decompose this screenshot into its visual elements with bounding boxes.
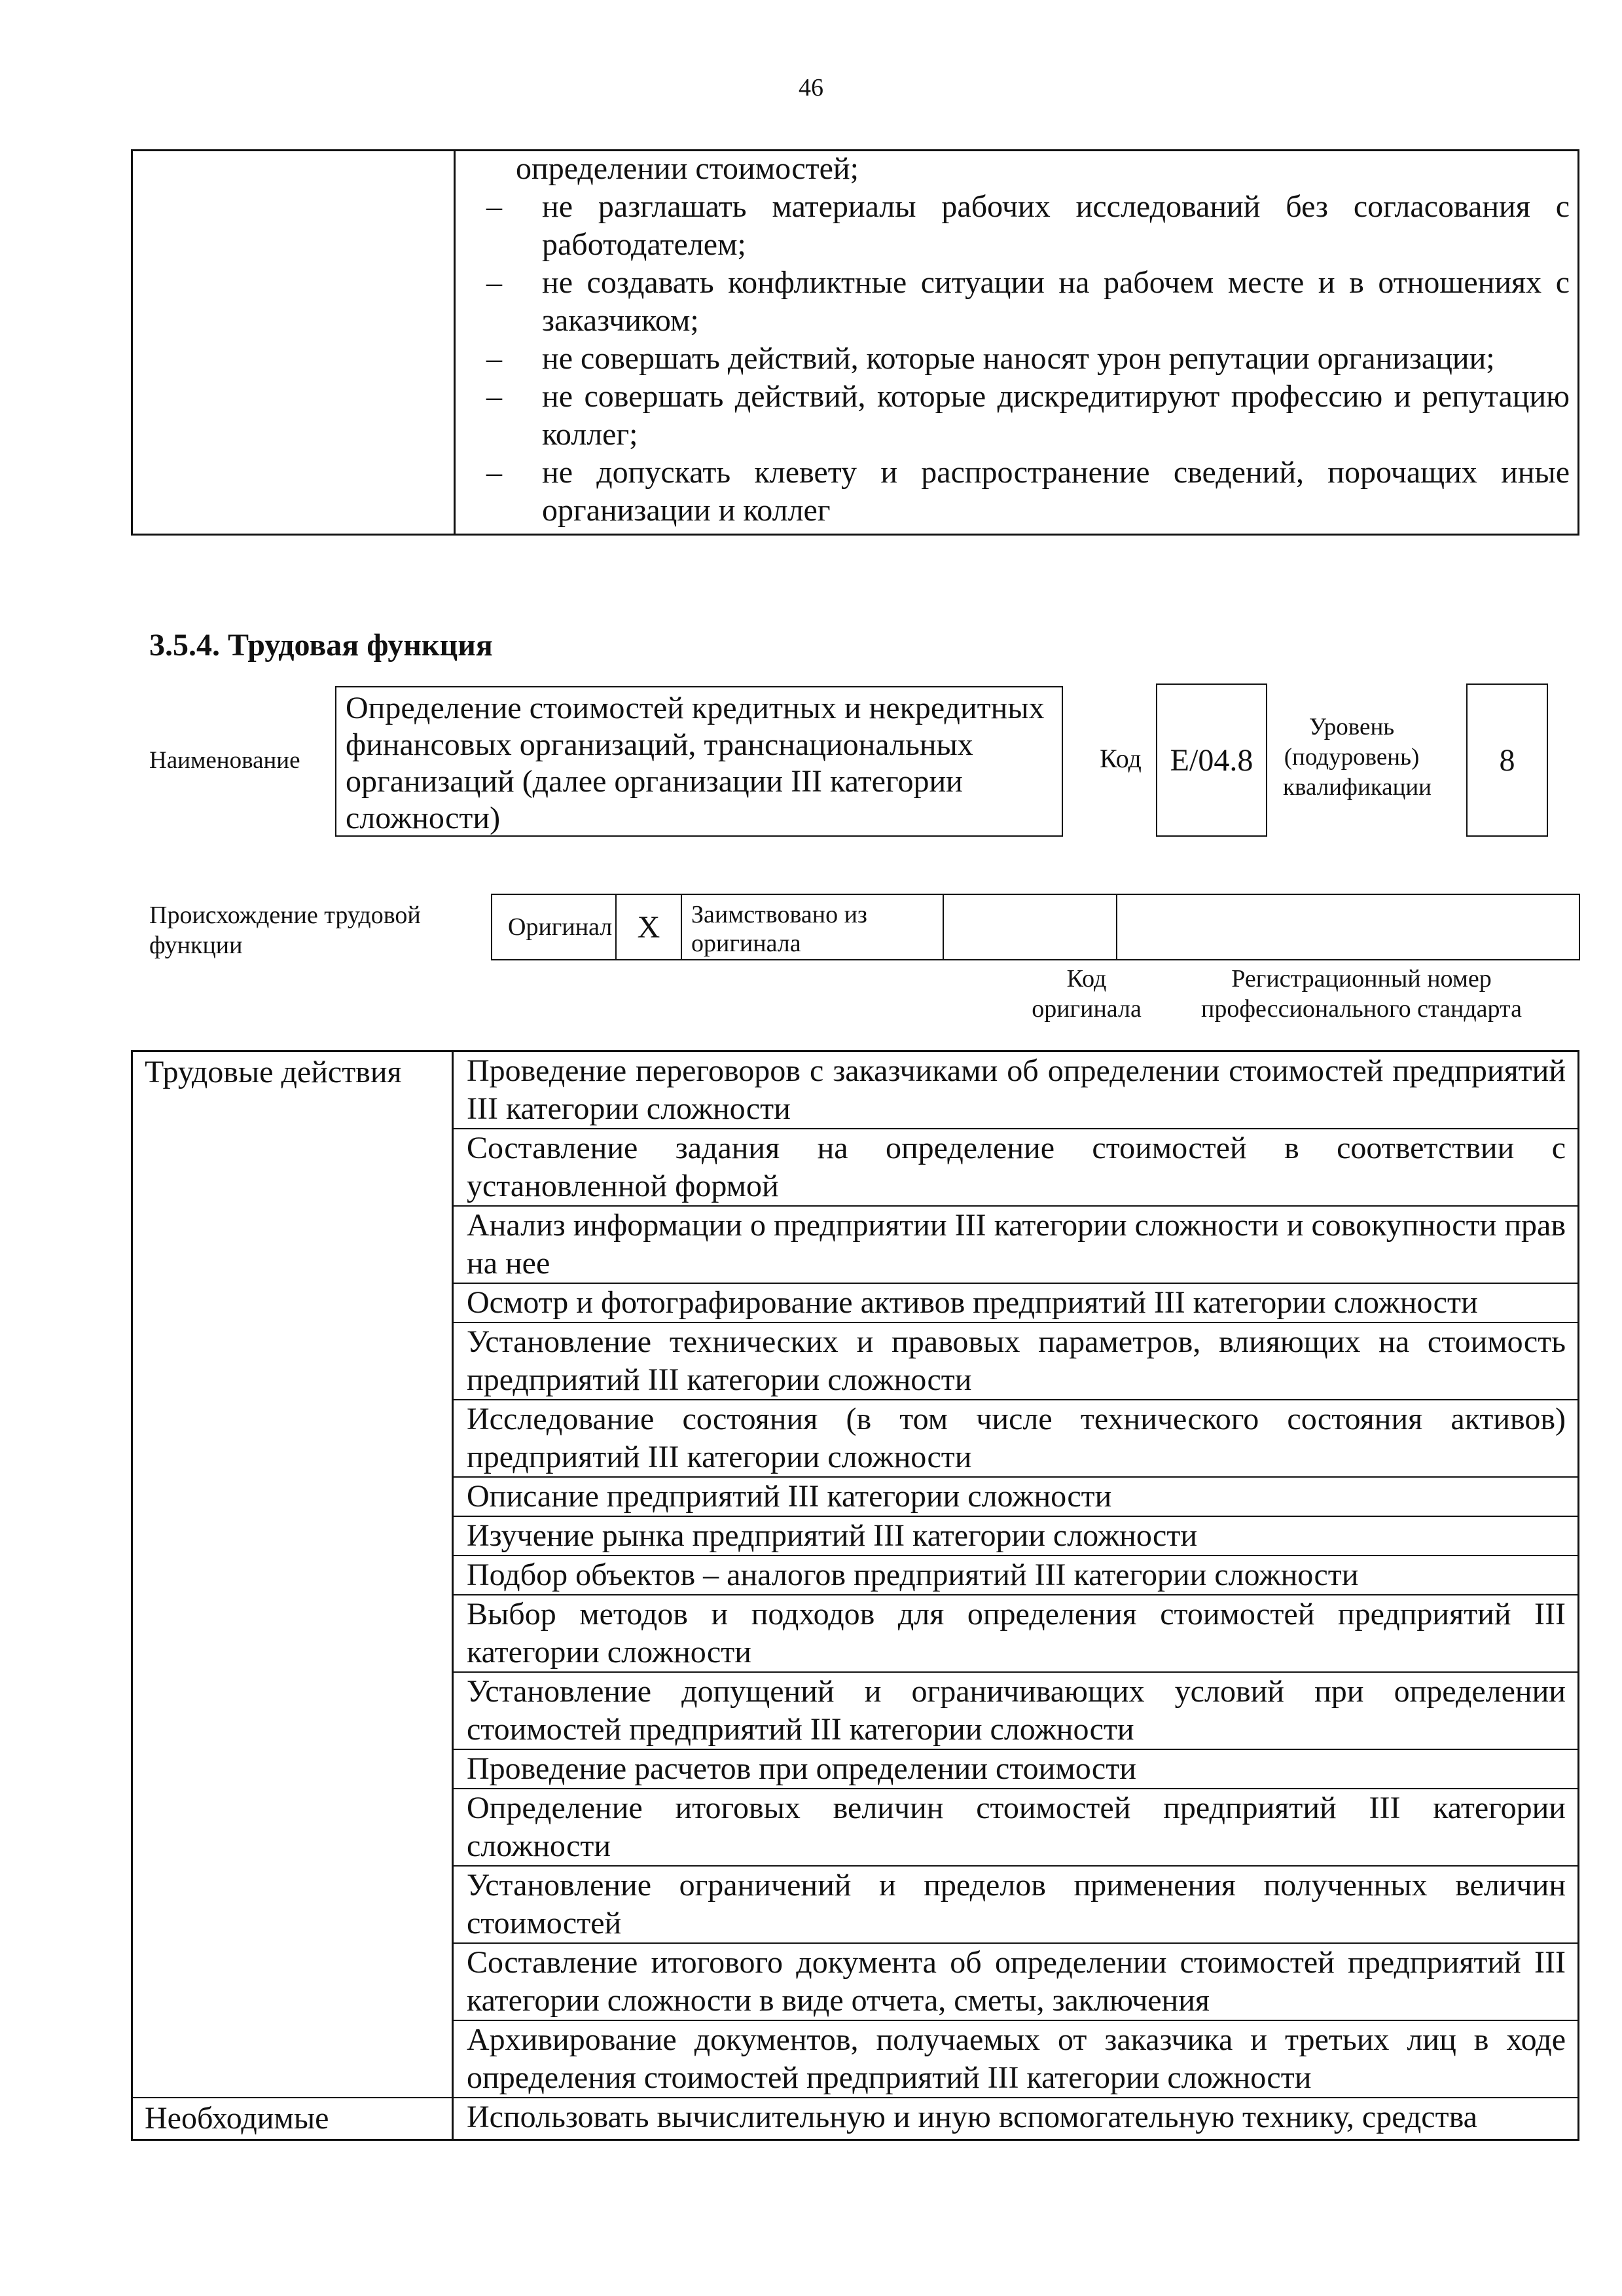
table-row: Подбор объектов – аналогов предприятий III категории сложности bbox=[454, 1556, 1577, 1595]
table-row: Архивирование документов, получаемых от заказчика и третьих лиц в ходе определения стоимостей предприятий III категории сложности bbox=[467, 2022, 1566, 2095]
bullet-marker: – bbox=[486, 189, 502, 224]
group-items bbox=[454, 1052, 1577, 2097]
origin-mark: X bbox=[617, 895, 682, 959]
bullet-text: не разглашать материалы рабочих исследований без согласования с работодателем; bbox=[542, 189, 1570, 262]
table-row: Составление задания на определение стоимостей в соответствии с установленной формой bbox=[454, 1129, 1577, 1207]
bullet-marker: – bbox=[486, 455, 502, 490]
bullet-text: не допускать клевету и распространение сведений, порочащих иные организации и коллег bbox=[542, 455, 1570, 528]
code-value: E/04.8 bbox=[1156, 683, 1267, 837]
table-row: Определение итоговых величин стоимостей предприятий III категории сложности bbox=[454, 1789, 1577, 1867]
bullet-marker: – bbox=[486, 379, 502, 414]
continuation-first-line: определении стоимостей; bbox=[516, 151, 859, 186]
bullet-item bbox=[460, 340, 1570, 378]
continuation-table bbox=[131, 149, 1579, 536]
table-row: Осмотр и фотографирование активов предприятий III категории сложности bbox=[454, 1284, 1577, 1323]
name-label: Наименование bbox=[149, 747, 300, 774]
table-group bbox=[133, 2098, 1577, 2139]
group-items bbox=[454, 2098, 1577, 2139]
bullet-marker: – bbox=[486, 265, 502, 300]
table-row: Описание предприятий III категории сложности bbox=[454, 1478, 1577, 1517]
level-label: Уровень (подуровень) квалификации bbox=[1283, 714, 1432, 801]
table-row: Проведение переговоров с заказчиками об определении стоимостей предприятий III категории сложности bbox=[454, 1052, 1577, 1129]
bullet-text: не совершать действий, которые дискредитируют профессию и репутацию коллег; bbox=[542, 379, 1570, 452]
origin-original: Оригинал bbox=[492, 895, 617, 959]
table-row: Использовать вычислительную и иную вспомогательную технику, средства bbox=[467, 2100, 1477, 2134]
bullet-item bbox=[460, 188, 1570, 264]
section-title: 3.5.4. Трудовая функция bbox=[149, 628, 493, 663]
table-row: Установление допущений и ограничивающих условий при определении стоимостей предприятий III категории сложности bbox=[454, 1673, 1577, 1750]
name-value: Определение стоимостей кредитных и некредитных финансовых организаций, транснациональных организаций (далее организации III категории сложности) bbox=[335, 686, 1063, 837]
origin-label: Происхождение трудовой функции bbox=[149, 902, 421, 959]
bullet-marker: – bbox=[486, 341, 502, 376]
table-row: Исследование состояния (в том числе технического состояния активов) предприятий III категории сложности bbox=[454, 1400, 1577, 1478]
level-value: 8 bbox=[1466, 683, 1548, 837]
table-row: Установление ограничений и пределов применения полученных величин стоимостей bbox=[454, 1867, 1577, 1944]
table-row: Изучение рынка предприятий III категории сложности bbox=[454, 1517, 1577, 1556]
code-label: Код bbox=[1100, 744, 1142, 773]
origin-code-cell bbox=[944, 895, 1117, 959]
table-row: Установление технических и правовых параметров, влияющих на стоимость предприятий III категории сложности bbox=[454, 1323, 1577, 1400]
main-table bbox=[131, 1050, 1579, 2141]
bullet-text: не создавать конфликтные ситуации на рабочем месте и в отношениях с заказчиком; bbox=[542, 265, 1570, 338]
group-label: Необходимые bbox=[133, 2098, 454, 2139]
continuation-content bbox=[460, 151, 1570, 530]
caption-reg: Регистрационный номер профессионального стандарта bbox=[1201, 965, 1522, 1023]
table-row: Проведение расчетов при определении стоимости bbox=[454, 1750, 1577, 1789]
bullet-item bbox=[460, 378, 1570, 454]
bullet-list bbox=[460, 188, 1570, 530]
group-label: Трудовые действия bbox=[133, 1052, 454, 2097]
bullet-item bbox=[460, 264, 1570, 340]
table-divider bbox=[454, 151, 456, 534]
table-row: Выбор методов и подходов для определения стоимостей предприятий III категории сложности bbox=[454, 1595, 1577, 1673]
origin-table bbox=[491, 894, 1580, 960]
caption-code: Код оригинала bbox=[1032, 965, 1142, 1023]
table-row: Составление итогового документа об определении стоимостей предприятий III категории сложности в виде отчета, сметы, заключения bbox=[454, 1944, 1577, 2021]
origin-reg-cell bbox=[1117, 895, 1579, 959]
bullet-text: не совершать действий, которые наносят урон репутации организации; bbox=[542, 341, 1495, 376]
table-row: Анализ информации о предприятии III категории сложности и совокупности прав на нее bbox=[454, 1207, 1577, 1284]
page-number: 46 bbox=[799, 74, 823, 101]
origin-borrowed: Заимствовано из оригинала bbox=[682, 895, 944, 959]
bullet-item bbox=[460, 454, 1570, 530]
table-group bbox=[133, 1052, 1577, 2098]
